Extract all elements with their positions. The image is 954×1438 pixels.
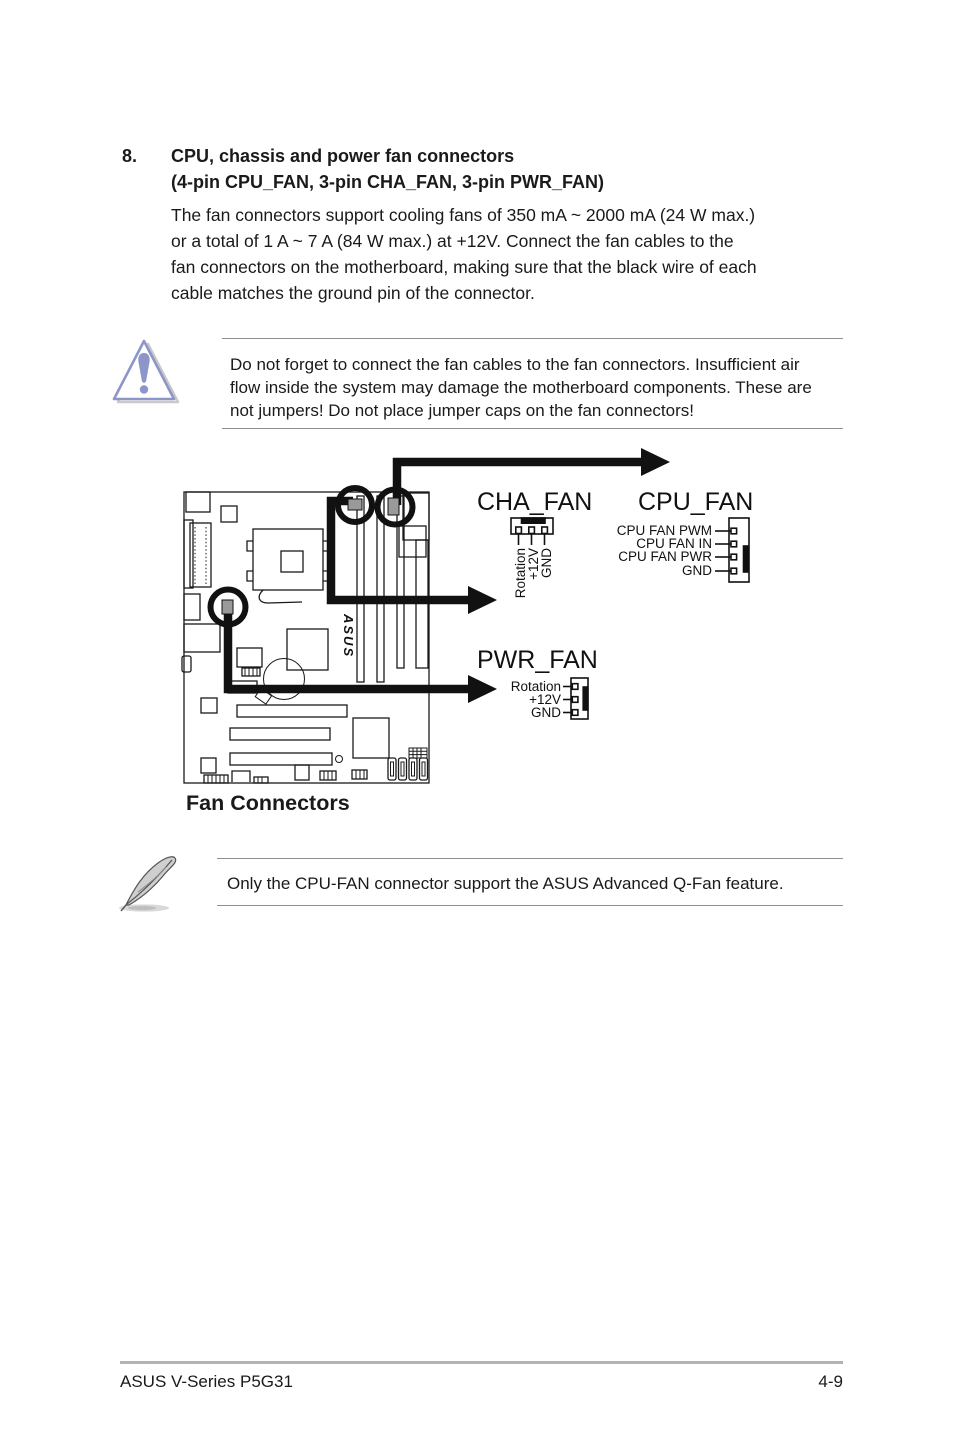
cha-fan-label: CHA_FAN bbox=[477, 488, 593, 516]
note-text: Only the CPU-FAN connector support the ASUS Advanced Q-Fan feature. bbox=[227, 874, 784, 893]
cpu-fan-pin-label: CPU FAN PWR bbox=[618, 549, 712, 564]
cpu-fan-pin-label: CPU FAN IN bbox=[636, 536, 712, 551]
cpu-fan-pinout bbox=[617, 488, 754, 582]
cpu-fan-pin-label: GND bbox=[682, 563, 712, 578]
body-paragraph-line: The fan connectors support cooling fans of 350 mA ~ 2000 mA (24 W max.) bbox=[171, 205, 756, 225]
section-heading-line2: (4-pin CPU_FAN, 3-pin CHA_FAN, 3-pin PWR_FAN) bbox=[171, 172, 605, 192]
footer-model: ASUS V-Series P5G31 bbox=[120, 1372, 293, 1391]
section-heading-line1: CPU, chassis and power fan connectors bbox=[171, 146, 515, 166]
warning-line: Do not forget to connect the fan cables to the fan connectors. Insufficient air bbox=[230, 355, 800, 374]
asus-board-logo: ASUS bbox=[341, 614, 356, 659]
footer-page-number: 4-9 bbox=[818, 1372, 843, 1391]
warning-box bbox=[222, 338, 843, 429]
motherboard-outline bbox=[182, 492, 429, 783]
section-number: 8. bbox=[122, 146, 138, 166]
body-paragraph-line: cable matches the ground pin of the connector. bbox=[171, 283, 535, 303]
warning-icon bbox=[112, 338, 180, 408]
cha-fan-pin-label: +12V bbox=[526, 548, 541, 580]
warning-line: not jumpers! Do not place jumper caps on the fan connectors! bbox=[230, 401, 694, 420]
footer-rule bbox=[120, 1361, 843, 1364]
body-paragraph-line: fan connectors on the motherboard, making sure that the black wire of each bbox=[171, 257, 757, 277]
pwr-fan-pin-label: Rotation bbox=[510, 679, 561, 694]
pwr-fan-pinout bbox=[477, 646, 598, 720]
body-paragraph-line: or a total of 1 A ~ 7 A (84 W max.) at +12V. Connect the fan cables to the bbox=[171, 231, 734, 251]
cha-fan-pin-label: Rotation bbox=[513, 548, 528, 599]
fan-connectors-diagram bbox=[160, 440, 780, 830]
cha-fan-pinout bbox=[477, 488, 592, 598]
cha-fan-pin-label: GND bbox=[539, 548, 554, 578]
note-box bbox=[217, 858, 843, 906]
pwr-fan-label: PWR_FAN bbox=[477, 646, 598, 674]
note-quill-icon bbox=[112, 850, 190, 914]
cpu-fan-pin-label: CPU FAN PWM bbox=[616, 523, 712, 538]
warning-line: flow inside the system may damage the motherboard components. These are bbox=[230, 378, 812, 397]
diagram-title: Fan Connectors bbox=[186, 791, 350, 815]
pwr-fan-pin-label: GND bbox=[531, 705, 561, 720]
pwr-fan-pin-label: +12V bbox=[529, 692, 561, 707]
cpu-fan-label: CPU_FAN bbox=[638, 488, 754, 516]
